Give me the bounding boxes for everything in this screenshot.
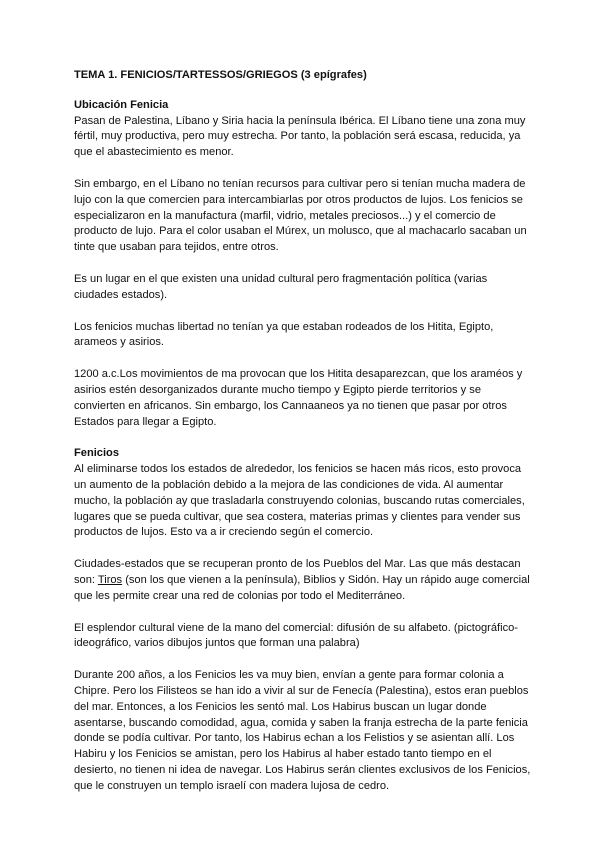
paragraph: Pasan de Palestina, Líbano y Siria hacia la península Ibérica. El Líbano tiene una zona muy fértil, muy productiva, pero muy estrecha. Por tanto, la población será escasa, reducida, ya que el abastecimiento es menor. (74, 114, 526, 159)
section-fenicios (74, 446, 534, 794)
paragraph: 1200 a.c.Los movimientos de ma provocan que los Hitita desaparezcan, que los araméos y asirios estén desorganizados durante mucho tiempo y Egipto pierde territorios y se convierten en africanos. Sin embargo, los Cannaaneos ya no tienen que pasar por otros Estados para llegar a Egipto. (74, 368, 523, 428)
tiros-underlined: Tiros (97, 573, 123, 586)
section-ubicacion-fenicia (74, 98, 534, 431)
section-heading: Fenicios (74, 447, 120, 460)
paragraph: El esplendor cultural viene de la mano del comercial: difusión de su alfabeto. (pictográfico-ideográfico, varios dibujos juntos que forman una palabra) (74, 621, 518, 650)
paragraph-cities (74, 557, 534, 604)
paragraph: Sin embargo, en el Líbano no tenían recursos para cultivar pero si tenían mucha madera de lujo con la que comercien para intercambiarlas por otros productos de lujos. Los fenicios se especializaron en la manufactura (marfil, vidrio, metales preciosos...) y el comercio de producto de lujo. Para el color usaban el Múrex, un molusco, que al machacarlo sacaban un tinte que usaban para tejidos, entre otros. (74, 177, 527, 254)
paragraph: Al eliminarse todos los estados de alrededor, los fenicios se hacen más ricos, esto provoca un aumento de la población debido a la mejora de las condiciones de vida. Al aumentar mucho, la población ay que trasladarla construyendo colonias, buscando rutas comerciales, lugares que se pueda cultivar, que sea costera, materias primas y clientes para vender sus productos de lujos. Esto va a ir creciendo según el comercio. (74, 463, 525, 539)
paragraph: Durante 200 años, a los Fenicios les va muy bien, envían a gente para formar colonia a Chipre. Pero los Filisteos se han ido a vivir al sur de Fenecía (Palestina), estos eran pueblos del mar. Entonces, a los Fenicios les sentó mal. Los Habirus buscan un lugar donde asentarse, buscando comodidad, agua, comida y saben la franja estrecha de la parte fenicia donde se podía cultivar. Por tanto, los Habirus echan a los Felistios y se asientan allí. Los Habiru y los Fenicios se amistan, pero los Habirus al haber estado tanto tiempo en el desierto, no tienen ni idea de navegar. Los Habirus serán clientes exclusivos de los Fenicios, que le construyen un templo israelí con madera lujosa de cedro. (74, 669, 531, 792)
document-page (74, 68, 534, 810)
paragraph: Es un lugar en el que existen una unidad cultural pero fragmentación política (varias ciudades estados). (74, 272, 488, 301)
paragraph: Los fenicios muchas libertad no tenían ya que estaban rodeados de los Hitita, Egipto, arameos y asirios. (74, 320, 494, 349)
document-title: TEMA 1. FENICIOS/TARTESSOS/GRIEGOS (3 epígrafes) (74, 69, 367, 81)
cities-text-before: Ciudades-estados que se recuperan pronto de los Pueblos del Mar. Las que más destacan son: (74, 558, 521, 586)
section-heading: Ubicación Fenicia (74, 98, 169, 111)
cities-text-after: (son los que vienen a la península), Biblios y Sidón. Hay un rápido auge comercial que les permite crear una red de colonias por todo el Mediterráneo. (74, 573, 530, 602)
